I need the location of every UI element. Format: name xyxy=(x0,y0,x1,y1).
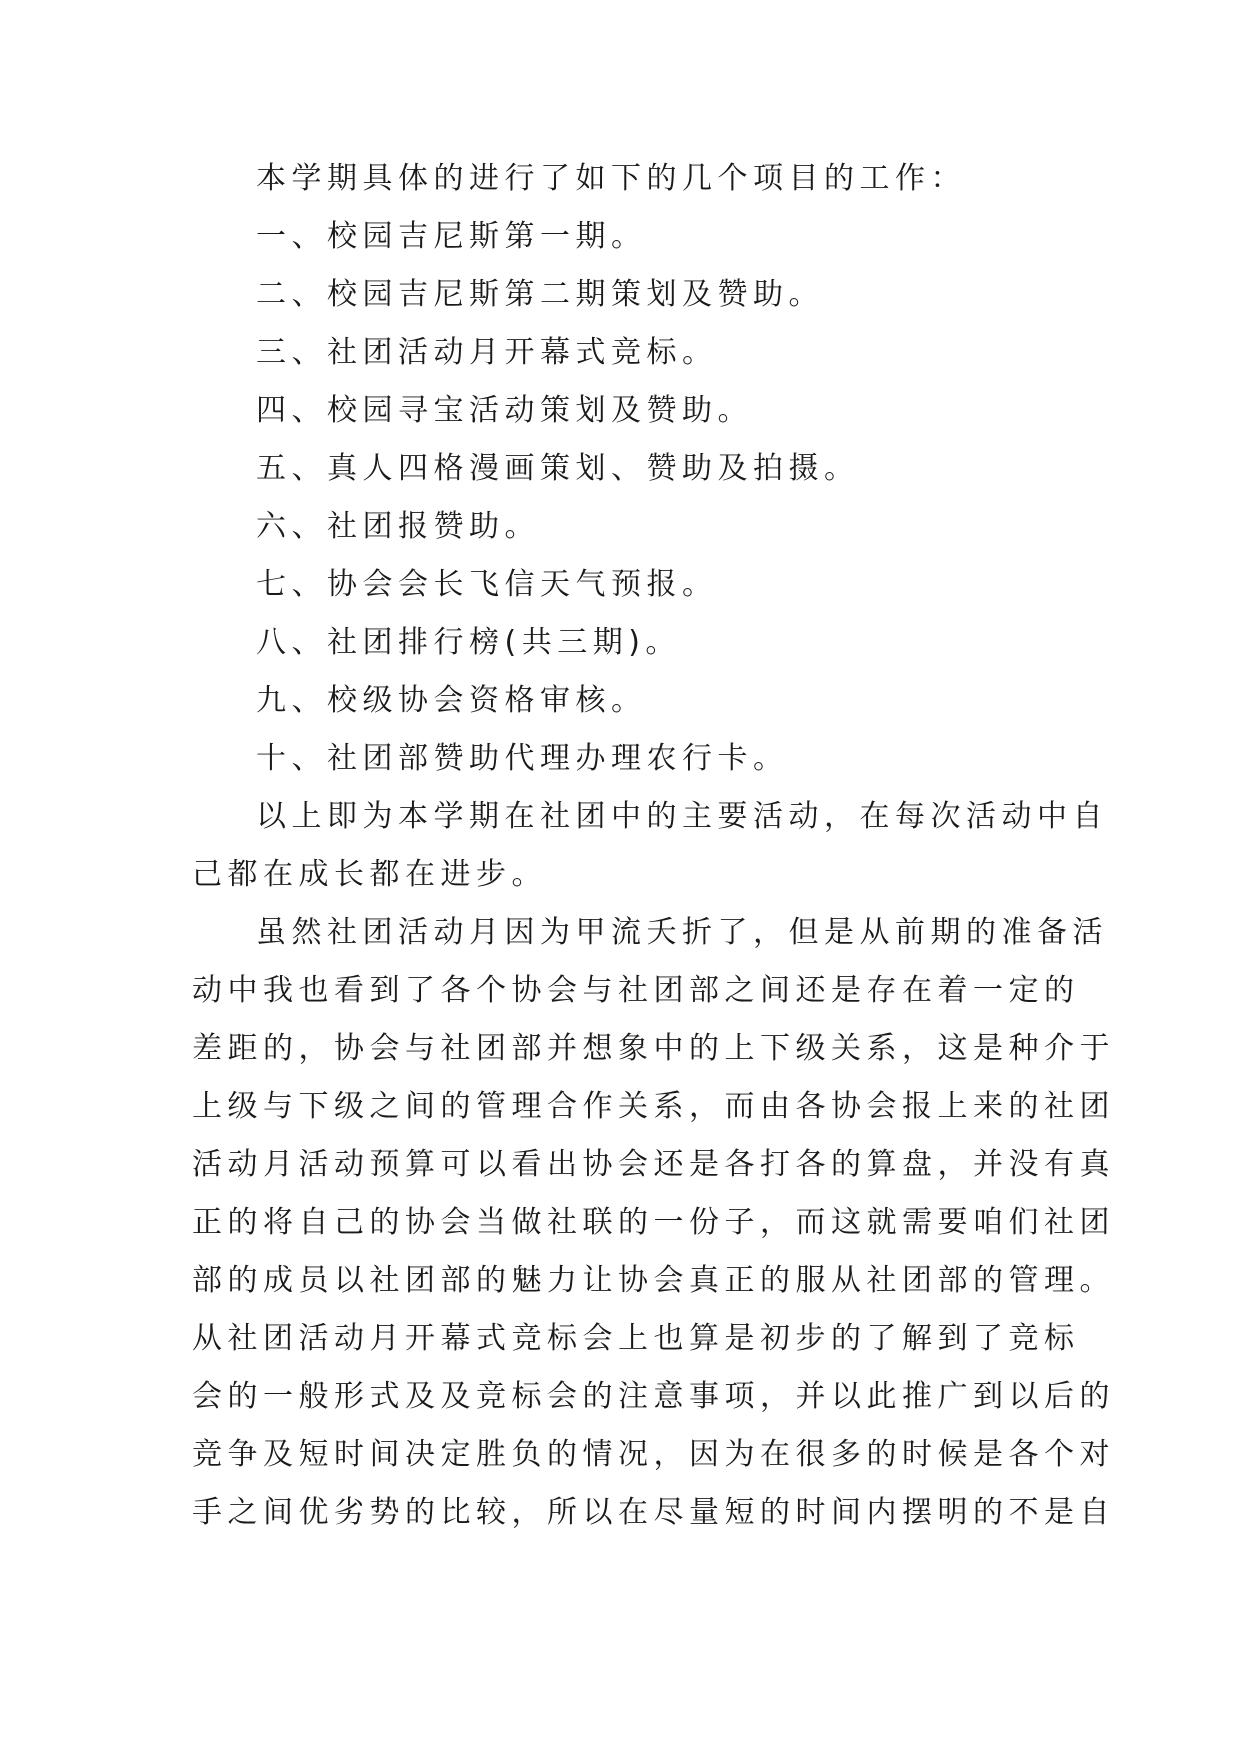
list-item: 六、社团报赞助。 xyxy=(256,509,540,544)
summary-paragraph xyxy=(192,797,1108,913)
reflection-line: 活动月活动预算可以看出协会还是各打各的算盘，并没有真 xyxy=(192,1147,1115,1182)
list-item: 七、协会会长飞信天气预报。 xyxy=(256,567,718,602)
reflection-line: 部的成员以社团部的魅力让协会真正的服从社团部的管理。 xyxy=(192,1263,1115,1298)
list-item: 五、真人四格漫画策划、赞助及拍摄。 xyxy=(256,451,860,486)
reflection-line: 上级与下级之间的管理合作关系，而由各协会报上来的社团 xyxy=(192,1089,1115,1124)
reflection-line: 从社团活动月开幕式竞标会上也算是初步的了解到了竞标 xyxy=(192,1321,1080,1356)
summary-line: 以上即为本学期在社团中的主要活动，在每次活动中自 xyxy=(256,799,1108,834)
list-item: 九、校级协会资格审核。 xyxy=(256,683,647,718)
list-item: 十、社团部赞助代理办理农行卡。 xyxy=(256,741,789,776)
list-item: 八、社团排行榜(共三期)。 xyxy=(256,625,681,660)
reflection-line: 竞争及短时间决定胜负的情况，因为在很多的时候是各个对 xyxy=(192,1437,1115,1472)
list-item: 二、校园吉尼斯第二期策划及赞助。 xyxy=(256,277,824,312)
intro-paragraph: 本学期具体的进行了如下的几个项目的工作： xyxy=(256,161,966,196)
reflection-line: 手之间优劣势的比较，所以在尽量短的时间内摆明的不是自 xyxy=(192,1495,1115,1530)
reflection-line: 虽然社团活动月因为甲流夭折了，但是从前期的准备活 xyxy=(256,915,1108,950)
reflection-paragraph xyxy=(192,913,1115,1551)
list-item: 一、校园吉尼斯第一期。 xyxy=(256,219,647,254)
list-item: 四、校园寻宝活动策划及赞助。 xyxy=(256,393,753,428)
document-body xyxy=(192,159,1115,1551)
reflection-line: 正的将自己的协会当做社联的一份子，而这就需要咱们社团 xyxy=(192,1205,1115,1240)
reflection-line: 差距的，协会与社团部并想象中的上下级关系，这是种介于 xyxy=(192,1031,1115,1066)
project-list xyxy=(192,217,1052,797)
list-item: 三、社团活动月开幕式竞标。 xyxy=(256,335,718,370)
summary-line: 己都在成长都在进步。 xyxy=(192,857,547,892)
reflection-line: 动中我也看到了各个协会与社团部之间还是存在着一定的 xyxy=(192,973,1080,1008)
reflection-line: 会的一般形式及及竞标会的注意事项，并以此推广到以后的 xyxy=(192,1379,1115,1414)
